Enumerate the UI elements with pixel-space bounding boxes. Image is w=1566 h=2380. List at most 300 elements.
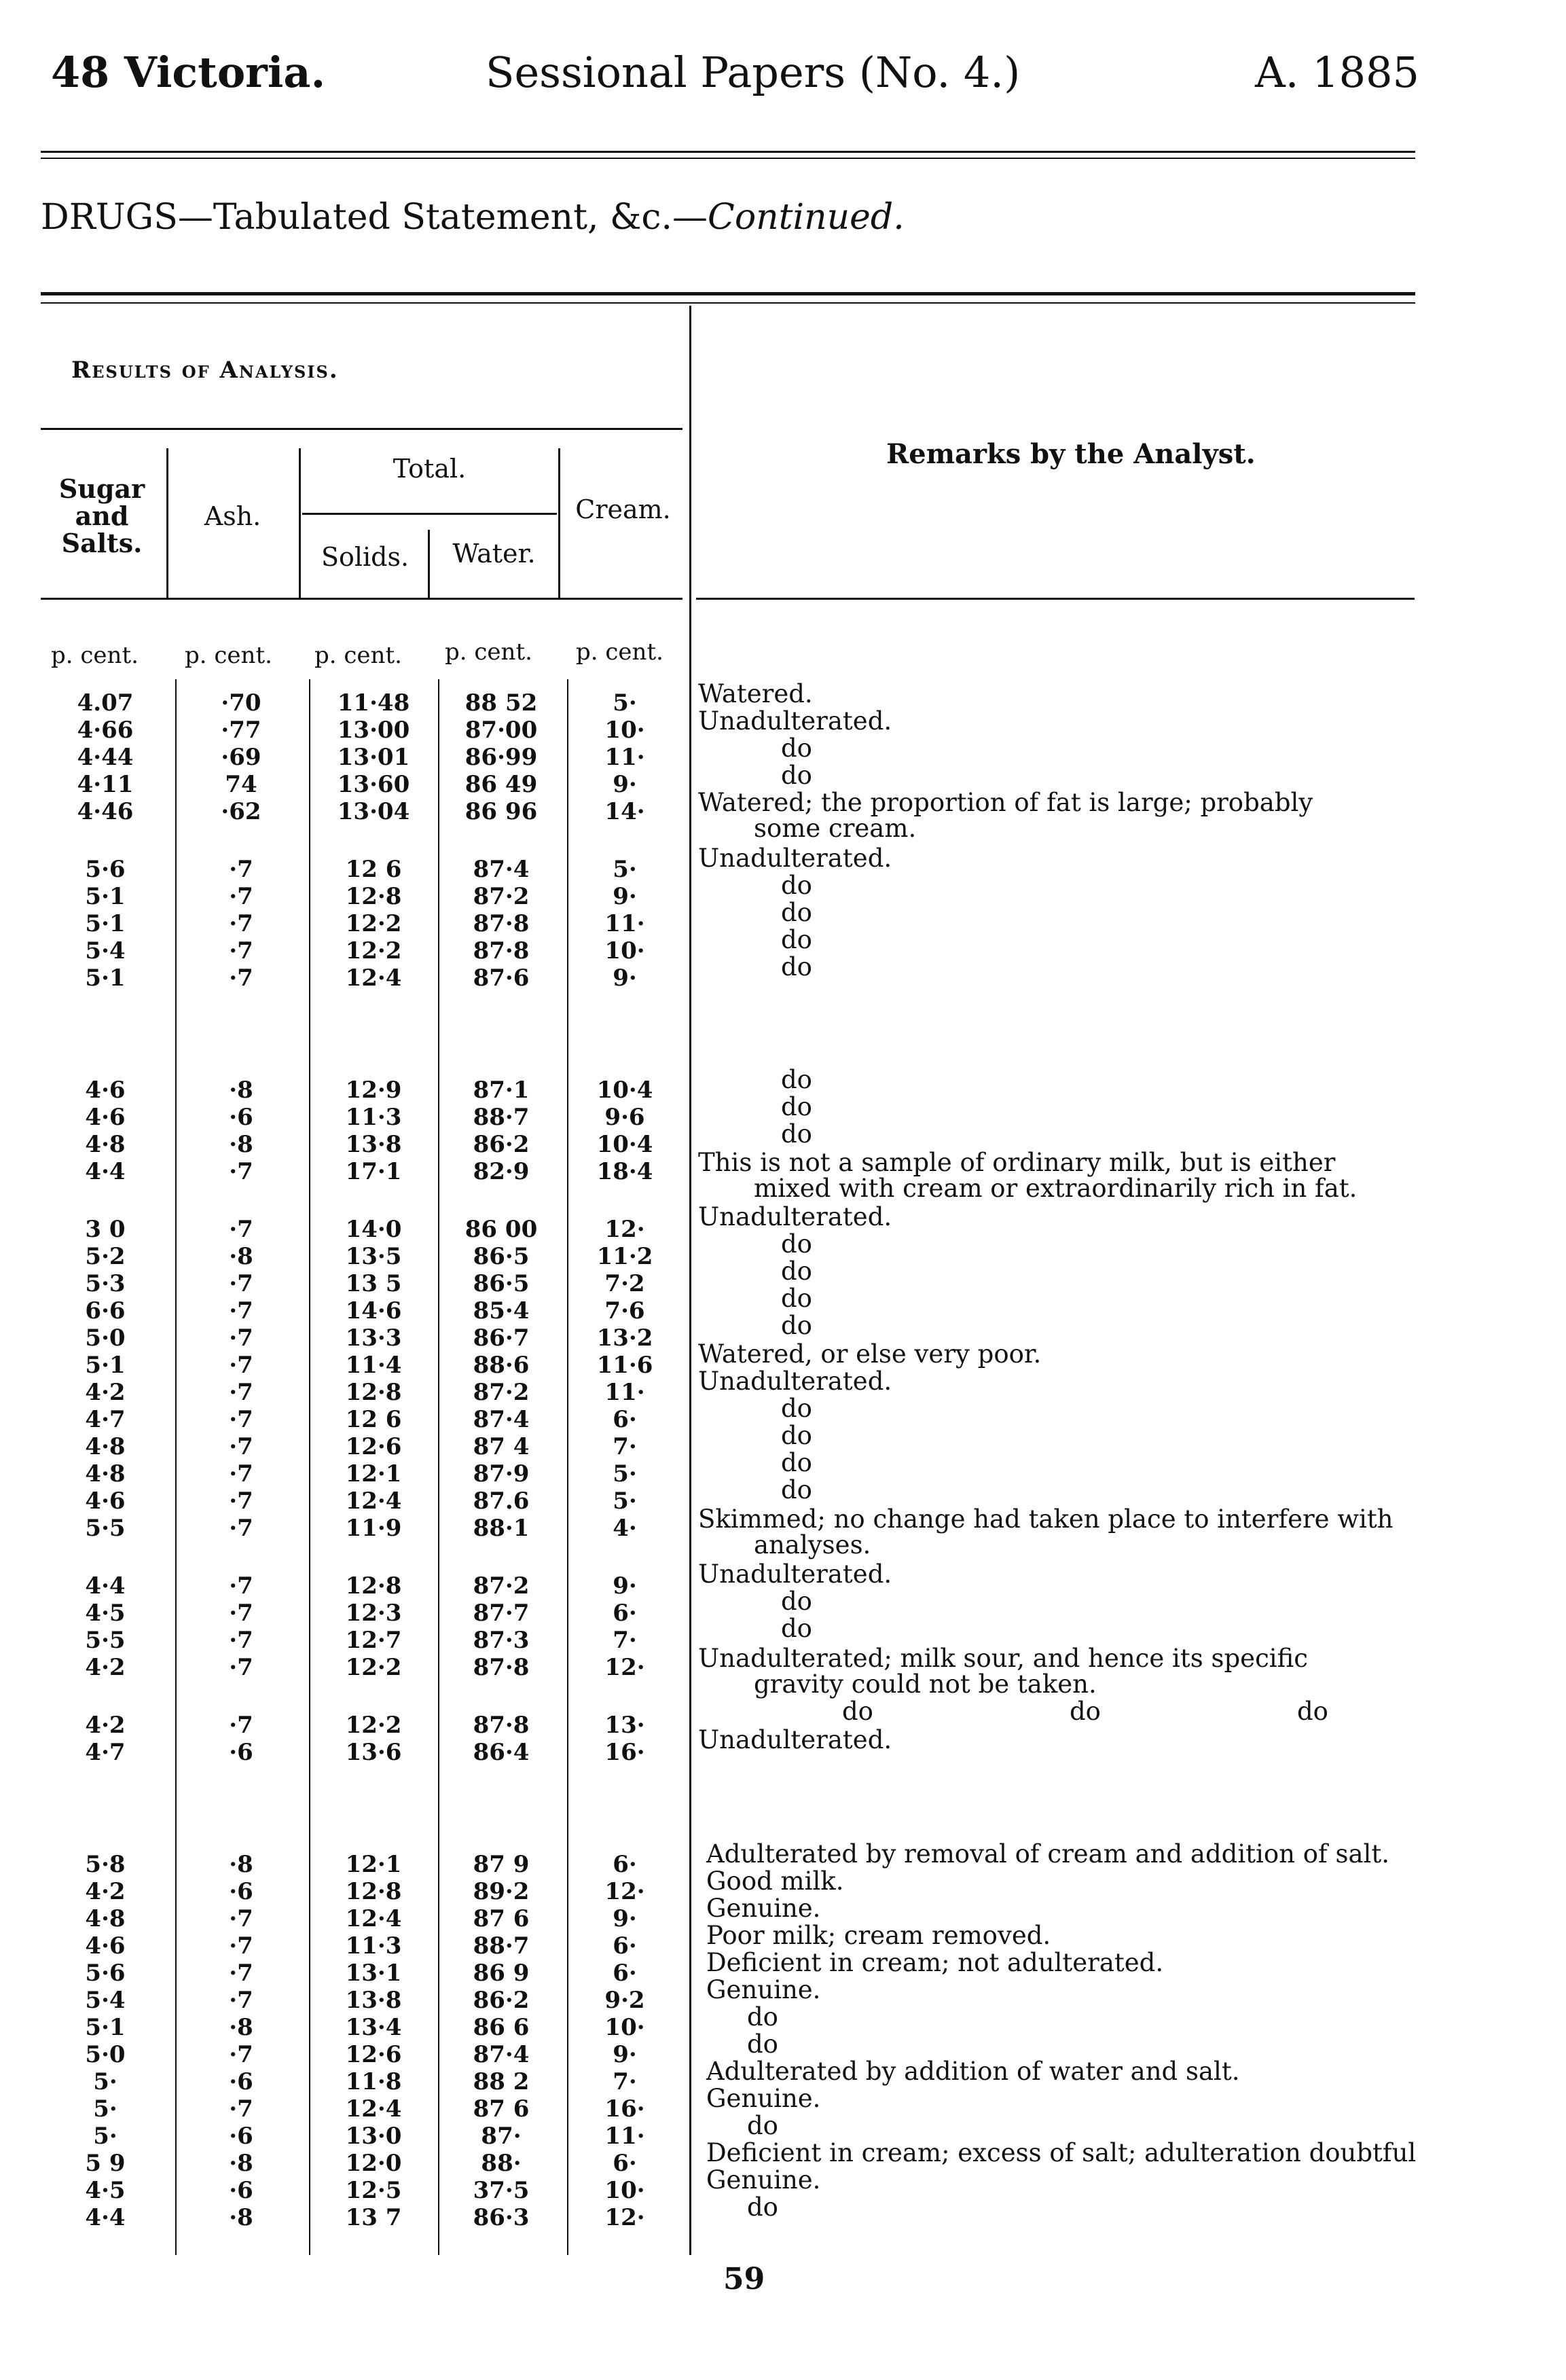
cell-sugar: 4·8 (85, 1433, 126, 1460)
cell-cream: 9· (613, 1905, 637, 1932)
cell-ash: ·7 (229, 1270, 253, 1297)
cell-solids: 13·4 (345, 2014, 402, 2041)
cell-sugar: 4·2 (85, 1379, 126, 1406)
remark-text: Deficient in cream; not adulterated. (706, 1948, 1164, 1977)
cell-ash: 74 (225, 771, 257, 798)
cell-cream: 9· (613, 964, 637, 992)
cell-water: 86·2 (473, 1987, 530, 2014)
cell-solids: 13·0 (345, 2123, 402, 2150)
cell-ash: ·7 (229, 1352, 253, 1379)
remark-text: Deficient in cream; excess of salt; adulteration doubtful (706, 2138, 1417, 2167)
cell-ash: ·6 (229, 2177, 253, 2204)
cell-solids: 12·2 (345, 937, 402, 964)
remark-text: do (781, 898, 812, 927)
cell-water: 87· (481, 2123, 522, 2150)
cell-sugar: 4·8 (85, 1905, 126, 1932)
cell-ash: ·7 (229, 1216, 253, 1243)
col-divider-water-cream (558, 448, 560, 598)
col-divider-ash-solids (299, 448, 301, 598)
cell-water: 86·5 (473, 1270, 530, 1297)
remark-text: do (747, 2002, 778, 2032)
cell-ash: ·8 (229, 2150, 253, 2177)
cell-ash: ·7 (229, 1460, 253, 1488)
cell-cream: 13· (604, 1712, 645, 1739)
data-col-line-1 (175, 679, 177, 2255)
header-bottom-rule-right (696, 598, 1415, 600)
results-label: Results of Analysis. (71, 357, 339, 384)
data-col-line-4 (567, 679, 568, 2255)
remark-text: Adulterated by addition of water and salt. (706, 2057, 1240, 2086)
cell-cream: 10· (604, 2177, 645, 2204)
cell-sugar: 4·8 (85, 1460, 126, 1488)
remark-text: do (781, 1092, 812, 1121)
cell-sugar: 6·6 (85, 1297, 126, 1324)
cell-water: 87·8 (473, 910, 530, 937)
remark-text: Unadulterated. (698, 1725, 892, 1754)
cell-sugar: 5·1 (85, 2014, 126, 2041)
cell-ash: ·7 (229, 1297, 253, 1324)
cell-ash: ·7 (229, 2095, 253, 2123)
cell-solids: 14·0 (345, 1216, 402, 1243)
cell-solids: 11·9 (345, 1515, 402, 1542)
cell-ash: ·6 (229, 2068, 253, 2095)
cell-cream: 11·6 (596, 1352, 653, 1379)
cell-cream: 6· (613, 2150, 637, 2177)
cell-cream: 5· (613, 689, 637, 717)
cell-solids: 12·4 (345, 2095, 402, 2123)
cell-ash: ·7 (229, 1379, 253, 1406)
remarks-divider (689, 306, 691, 2255)
remark-text: do (781, 1257, 812, 1286)
cell-sugar: 5·0 (85, 2041, 126, 2068)
cell-solids: 12·2 (345, 1712, 402, 1739)
cell-water: 86·2 (473, 1131, 530, 1158)
remark-text: do (747, 2193, 778, 2222)
remark-text: Unadulterated; milk sour, and hence its specific (698, 1644, 1309, 1673)
cell-cream: 5· (613, 1460, 637, 1488)
cell-ash: ·7 (229, 1433, 253, 1460)
cell-ash: ·8 (229, 1243, 253, 1270)
unit-solids: p. cent. (314, 642, 402, 669)
cell-cream: 7· (613, 2068, 637, 2095)
cell-solids: 12·7 (345, 1627, 402, 1654)
cell-cream: 9· (613, 883, 637, 910)
cell-ash: ·7 (229, 937, 253, 964)
remark-text: do (747, 2030, 778, 2059)
col-header-cream: Cream. (575, 494, 671, 524)
cell-sugar: 5·2 (85, 1243, 126, 1270)
cell-sugar: 5·1 (85, 883, 126, 910)
cell-ash: ·62 (221, 798, 261, 825)
cell-ash: ·7 (229, 964, 253, 992)
cell-sugar: 4·6 (85, 1932, 126, 1960)
header-bottom-rule-left (41, 598, 682, 600)
cell-water: 87·7 (473, 1600, 530, 1627)
cell-ash: ·7 (229, 1960, 253, 1987)
cell-ash: ·7 (229, 1905, 253, 1932)
remark-text: Good milk. (706, 1867, 844, 1896)
cell-sugar: 5·0 (85, 1324, 126, 1352)
col-header-ash: Ash. (204, 501, 261, 531)
cell-cream: 13·2 (596, 1324, 653, 1352)
cell-cream: 16· (604, 1739, 645, 1766)
remark-text: gravity could not be taken. (754, 1670, 1097, 1699)
cell-water: 86 96 (465, 798, 538, 825)
cell-solids: 13·01 (337, 744, 410, 771)
cell-water: 87 9 (473, 1851, 530, 1878)
remark-text: analyses. (754, 1530, 871, 1559)
cell-ash: ·7 (229, 1406, 253, 1433)
cell-cream: 18·4 (596, 1158, 653, 1185)
cell-solids: 13 5 (345, 1270, 402, 1297)
cell-sugar: 4·7 (85, 1406, 126, 1433)
cell-water: 87·8 (473, 937, 530, 964)
remark-text: Unadulterated. (698, 844, 892, 873)
cell-ash: ·77 (221, 717, 261, 744)
cell-ash: ·7 (229, 1932, 253, 1960)
header-rule-bottom (41, 158, 1415, 159)
cell-sugar: 4·6 (85, 1488, 126, 1515)
remark-text: do (781, 761, 812, 790)
cell-sugar: 5· (93, 2095, 117, 2123)
cell-sugar: 5·6 (85, 1960, 126, 1987)
remark-text: Skimmed; no change had taken place to interfere with (698, 1504, 1394, 1534)
header-left: 48 Victoria. (51, 48, 326, 97)
cell-ash: ·7 (229, 2041, 253, 2068)
cell-sugar: 4·2 (85, 1878, 126, 1905)
remark-text: do (781, 734, 812, 763)
cell-water: 86 9 (473, 1960, 530, 1987)
cell-water: 87 6 (473, 1905, 530, 1932)
results-label-rule (41, 428, 682, 430)
cell-sugar: 4·44 (77, 744, 134, 771)
cell-water: 87·8 (473, 1654, 530, 1681)
cell-solids: 12·2 (345, 1654, 402, 1681)
cell-ash: ·8 (229, 1131, 253, 1158)
cell-sugar: 5·1 (85, 910, 126, 937)
cell-cream: 11·2 (596, 1243, 653, 1270)
cell-cream: 6· (613, 1406, 637, 1433)
data-col-line-2 (309, 679, 310, 2255)
cell-water: 87·9 (473, 1460, 530, 1488)
cell-solids: 12·4 (345, 1488, 402, 1515)
remark-text: do (781, 1229, 812, 1259)
cell-solids: 12·0 (345, 2150, 402, 2177)
cell-sugar: 3 0 (85, 1216, 126, 1243)
remark-text: do (747, 2111, 778, 2140)
cell-water: 87·1 (473, 1077, 530, 1104)
cell-cream: 12· (604, 1654, 645, 1681)
cell-water: 87·4 (473, 1406, 530, 1433)
cell-sugar: 4·4 (85, 1158, 126, 1185)
cell-water: 86·4 (473, 1739, 530, 1766)
cell-sugar: 4·6 (85, 1104, 126, 1131)
cell-water: 87·00 (465, 717, 538, 744)
cell-ash: ·7 (229, 1627, 253, 1654)
cell-cream: 12· (604, 1216, 645, 1243)
cell-solids: 12·4 (345, 1905, 402, 1932)
header-rule-top (41, 151, 1415, 153)
remark-text: Unadulterated. (698, 1367, 892, 1396)
cell-solids: 11·4 (345, 1352, 402, 1379)
cell-cream: 5· (613, 856, 637, 883)
cell-sugar: 4·5 (85, 2177, 126, 2204)
cell-ash: ·7 (229, 856, 253, 883)
cell-solids: 12·8 (345, 1572, 402, 1600)
cell-water: 88 52 (465, 689, 538, 717)
cell-cream: 12· (604, 2204, 645, 2231)
cell-ash: ·6 (229, 1878, 253, 1905)
cell-water: 87 4 (473, 1433, 530, 1460)
cell-sugar: 5·3 (85, 1270, 126, 1297)
cell-ash: ·7 (229, 1572, 253, 1600)
cell-sugar: 5· (93, 2123, 117, 2150)
cell-sugar: 4·2 (85, 1654, 126, 1681)
cell-cream: 11· (604, 2123, 645, 2150)
cell-cream: 9·2 (604, 1987, 645, 2014)
remark-text: do (781, 1119, 812, 1149)
cell-water: 88·1 (473, 1515, 530, 1542)
cell-solids: 12·3 (345, 1600, 402, 1627)
cell-ash: ·7 (229, 1654, 253, 1681)
cell-cream: 6· (613, 1600, 637, 1627)
remark-text: some cream. (754, 814, 917, 843)
cell-cream: 6· (613, 1932, 637, 1960)
cell-cream: 10· (604, 717, 645, 744)
cell-ash: ·7 (229, 1488, 253, 1515)
remark-text: This is not a sample of ordinary milk, but is either (698, 1148, 1336, 1177)
cell-water: 87·8 (473, 1712, 530, 1739)
cell-water: 88·6 (473, 1352, 530, 1379)
unit-ash: p. cent. (185, 642, 272, 669)
cell-cream: 5· (613, 1488, 637, 1515)
cell-sugar: 5 9 (85, 2150, 126, 2177)
remark-text: do (781, 1421, 812, 1450)
cell-sugar: 5·8 (85, 1851, 126, 1878)
cell-ash: ·7 (229, 1324, 253, 1352)
cell-solids: 11·3 (345, 1104, 402, 1131)
remark-text: Poor milk; cream removed. (706, 1921, 1051, 1950)
cell-solids: 13·60 (337, 771, 410, 798)
col-header-solids: Solids. (321, 542, 409, 572)
cell-ash: ·8 (229, 1851, 253, 1878)
cell-cream: 10·4 (596, 1131, 653, 1158)
table-rule-top-thin (41, 302, 1415, 304)
cell-cream: 7·2 (604, 1270, 645, 1297)
page-title (41, 197, 905, 238)
remark-text: do (781, 1311, 812, 1340)
cell-ash: ·7 (229, 1158, 253, 1185)
remarks-label: Remarks by the Analyst. (886, 438, 1256, 470)
remark-text: Watered; the proportion of fat is large; probably (698, 788, 1313, 817)
cell-cream: 7·6 (604, 1297, 645, 1324)
cell-solids: 12·4 (345, 964, 402, 992)
cell-solids: 13·5 (345, 1243, 402, 1270)
remark-text: do (1297, 1697, 1328, 1726)
cell-cream: 10·4 (596, 1077, 653, 1104)
cell-water: 86·99 (465, 744, 538, 771)
col-header-sugar: Sugar and Salts. (58, 473, 145, 558)
cell-sugar: 5·5 (85, 1627, 126, 1654)
cell-water: 86 00 (465, 1216, 538, 1243)
remark-text: mixed with cream or extraordinarily rich in fat. (754, 1174, 1358, 1203)
table-rule-top (41, 292, 1415, 295)
cell-water: 88· (481, 2150, 522, 2177)
col-divider-sugar-ash (166, 448, 168, 598)
remark-text: do (781, 925, 812, 954)
remark-text: Genuine. (706, 2165, 821, 2195)
cell-sugar: 4·2 (85, 1712, 126, 1739)
cell-cream: 4· (613, 1515, 637, 1542)
cell-solids: 17·1 (345, 1158, 402, 1185)
remark-text: Watered. (698, 679, 813, 708)
cell-cream: 14· (604, 798, 645, 825)
remark-text: do (781, 1587, 812, 1616)
title-main: DRUGS—Tabulated Statement, &c.— (41, 197, 708, 238)
cell-water: 87·2 (473, 1572, 530, 1600)
remark-text: Adulterated by removal of cream and addition of salt. (706, 1839, 1389, 1869)
cell-ash: ·7 (229, 910, 253, 937)
cell-solids: 12·8 (345, 883, 402, 910)
cell-cream: 6· (613, 1851, 637, 1878)
cell-sugar: 4·8 (85, 1131, 126, 1158)
cell-sugar: 4·4 (85, 1572, 126, 1600)
cell-sugar: 4·46 (77, 798, 134, 825)
remark-text: Genuine. (706, 1894, 821, 1923)
data-col-line-3 (438, 679, 439, 2255)
cell-sugar: 4.07 (77, 689, 134, 717)
remark-text: do (842, 1697, 873, 1726)
cell-solids: 13·3 (345, 1324, 402, 1352)
cell-solids: 14·6 (345, 1297, 402, 1324)
remark-text: do (781, 1065, 812, 1094)
cell-cream: 9· (613, 1572, 637, 1600)
cell-ash: ·7 (229, 1600, 253, 1627)
cell-cream: 11· (604, 1379, 645, 1406)
remark-text: Unadulterated. (698, 1202, 892, 1231)
cell-solids: 12·6 (345, 1433, 402, 1460)
remark-text: Unadulterated. (698, 1559, 892, 1589)
cell-water: 88·7 (473, 1104, 530, 1131)
cell-water: 89·2 (473, 1878, 530, 1905)
cell-cream: 9· (613, 2041, 637, 2068)
cell-sugar: 5· (93, 2068, 117, 2095)
header-right: A. 1885 (1255, 48, 1419, 97)
cell-sugar: 4·11 (77, 771, 134, 798)
cell-ash: ·8 (229, 2204, 253, 2231)
cell-sugar: 5·4 (85, 1987, 126, 2014)
cell-solids: 11·3 (345, 1932, 402, 1960)
remark-text: do (1070, 1697, 1101, 1726)
cell-ash: ·7 (229, 1515, 253, 1542)
cell-water: 86·3 (473, 2204, 530, 2231)
cell-cream: 11· (604, 744, 645, 771)
cell-ash: ·8 (229, 1077, 253, 1104)
remark-text: do (781, 871, 812, 900)
remark-text: Genuine. (706, 2084, 821, 2113)
cell-solids: 13·6 (345, 1739, 402, 1766)
cell-solids: 12·5 (345, 2177, 402, 2204)
cell-water: 87 6 (473, 2095, 530, 2123)
cell-solids: 12·2 (345, 910, 402, 937)
cell-sugar: 4·66 (77, 717, 134, 744)
cell-cream: 7· (613, 1627, 637, 1654)
remark-text: do (781, 1448, 812, 1477)
col-header-water: Water. (452, 539, 536, 569)
cell-solids: 13·04 (337, 798, 410, 825)
total-underline (302, 513, 557, 515)
cell-solids: 12 6 (345, 856, 402, 883)
page-number: 59 (723, 2262, 765, 2296)
cell-water: 82·9 (473, 1158, 530, 1185)
cell-water: 87·6 (473, 964, 530, 992)
cell-solids: 11·48 (337, 689, 410, 717)
cell-ash: ·6 (229, 1104, 253, 1131)
remark-text: Genuine. (706, 1975, 821, 2004)
cell-solids: 13 7 (345, 2204, 402, 2231)
cell-ash: ·8 (229, 2014, 253, 2041)
cell-ash: ·6 (229, 2123, 253, 2150)
cell-cream: 9· (613, 771, 637, 798)
cell-water: 87.6 (473, 1488, 530, 1515)
unit-water: p. cent. (445, 638, 532, 666)
remark-text: Watered, or else very poor. (698, 1339, 1042, 1369)
cell-sugar: 4·4 (85, 2204, 126, 2231)
cell-water: 86·7 (473, 1324, 530, 1352)
remark-text: Unadulterated. (698, 706, 892, 736)
remark-text: do (781, 1614, 812, 1643)
cell-sugar: 4·5 (85, 1600, 126, 1627)
cell-ash: ·6 (229, 1739, 253, 1766)
cell-sugar: 4·6 (85, 1077, 126, 1104)
cell-solids: 12·8 (345, 1878, 402, 1905)
cell-solids: 11·8 (345, 2068, 402, 2095)
cell-ash: ·7 (229, 883, 253, 910)
cell-cream: 10· (604, 2014, 645, 2041)
cell-sugar: 5·5 (85, 1515, 126, 1542)
cell-water: 85·4 (473, 1297, 530, 1324)
cell-solids: 12 6 (345, 1406, 402, 1433)
cell-water: 37·5 (473, 2177, 530, 2204)
col-divider-solids-water (428, 530, 430, 598)
cell-solids: 13·00 (337, 717, 410, 744)
cell-solids: 13·8 (345, 1131, 402, 1158)
cell-sugar: 5·6 (85, 856, 126, 883)
cell-ash: ·7 (229, 1712, 253, 1739)
cell-solids: 13·1 (345, 1960, 402, 1987)
cell-water: 87·3 (473, 1627, 530, 1654)
cell-water: 88·7 (473, 1932, 530, 1960)
remark-text: do (781, 1284, 812, 1313)
cell-water: 86 49 (465, 771, 538, 798)
cell-water: 87·2 (473, 883, 530, 910)
cell-water: 87·2 (473, 1379, 530, 1406)
unit-sugar: p. cent. (51, 642, 139, 669)
cell-cream: 11· (604, 910, 645, 937)
col-header-total: Total. (393, 454, 467, 484)
cell-solids: 12·6 (345, 2041, 402, 2068)
cell-cream: 9·6 (604, 1104, 645, 1131)
cell-solids: 12·1 (345, 1460, 402, 1488)
cell-solids: 13·8 (345, 1987, 402, 2014)
cell-solids: 12·9 (345, 1077, 402, 1104)
cell-water: 86 6 (473, 2014, 530, 2041)
cell-solids: 12·8 (345, 1379, 402, 1406)
cell-sugar: 5·1 (85, 964, 126, 992)
header-center: Sessional Papers (No. 4.) (486, 48, 1021, 97)
cell-cream: 7· (613, 1433, 637, 1460)
cell-water: 87·4 (473, 2041, 530, 2068)
